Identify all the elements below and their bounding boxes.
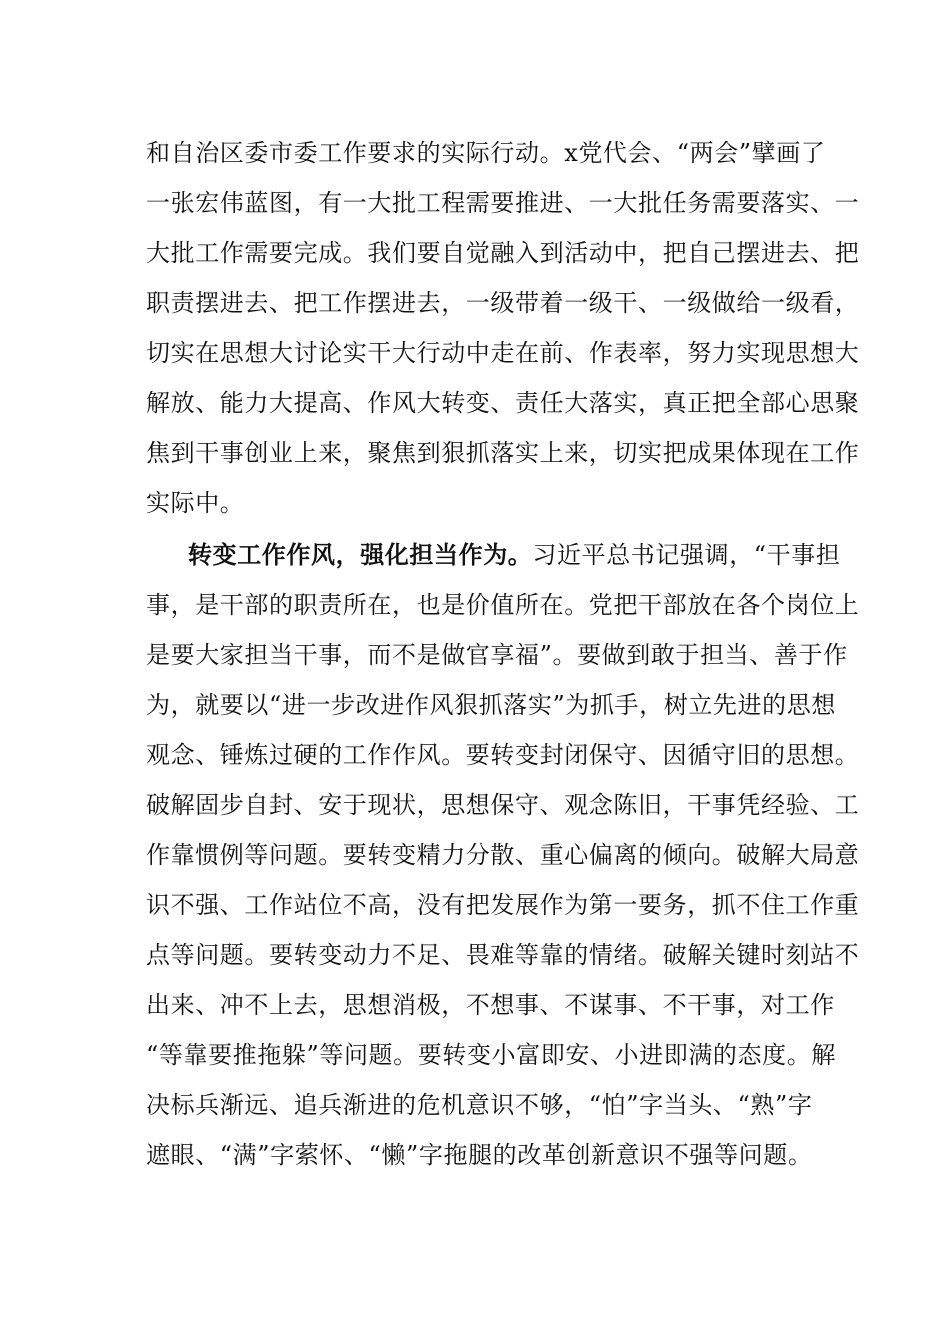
text-line: 识不强、工作站位不高，没有把发展作为第一要务，抓不住工作重 [146, 891, 860, 919]
first-line-text: 习近平总书记强调，“干事担 [532, 541, 841, 569]
text-line: 事，是干部的职责所在，也是价值所在。党把干部放在各个岗位上 [146, 591, 860, 619]
first-line [146, 530, 841, 580]
text-line: 解放、能力大提高、作风大转变、责任大落实，真正把全部心思聚 [146, 389, 860, 417]
text-line: 点等问题。要转变动力不足、畏难等靠的情绪。破解关键时刻站不 [146, 941, 860, 969]
text-line: 为，就要以“进一步改进作风狠抓落实”为抓手，树立先进的思想 [146, 691, 836, 719]
text-line: 是要大家担当干事，而不是做官享福”。要做到敢于担当、善于作 [146, 641, 848, 669]
text-line: 切实在思想大讨论实干大行动中走在前、作表率，努力实现思想大 [146, 339, 860, 367]
text-line: 破解固步自封、安于现状，思想保守、观念陈旧，干事凭经验、工 [146, 791, 860, 819]
text-line: 职责摆进去、把工作摆进去，一级带着一级干、一级做给一级看， [146, 289, 860, 317]
text-line: 实际中。 [146, 489, 245, 517]
text-line: 大批工作需要完成。我们要自觉融入到活动中，把自己摆进去、把 [146, 239, 860, 267]
paragraph-lead-heading: 转变工作作风，强化担当作为。 [188, 540, 533, 569]
text-line: 决标兵渐远、追兵渐进的危机意识不够，“怕”字当头、“熟”字 [146, 1091, 813, 1119]
text-line: 出来、冲不上去，思想消极，不想事、不谋事、不干事，对工作 [146, 991, 835, 1019]
paragraph-1 [146, 128, 860, 528]
text-line: “等靠要推拖躲”等问题。要转变小富即安、小进即满的态度。解 [146, 1041, 836, 1069]
text-line: 遮眼、“满”字萦怀、“懒”字拖腿的改革创新意识不强等问题。 [146, 1141, 813, 1169]
text-line: 焦到干事创业上来，聚焦到狠抓落实上来，切实把成果体现在工作 [146, 439, 860, 467]
text-line: 作靠惯例等问题。要转变精力分散、重心偏离的倾向。破解大局意 [146, 841, 860, 869]
text-line: 和自治区委市委工作要求的实际行动。x党代会、“两会”擘画了 [146, 139, 826, 167]
text-line: 观念、锤炼过硬的工作作风。要转变封闭保守、因循守旧的思想。 [146, 741, 860, 769]
text-line: 一张宏伟蓝图，有一大批工程需要推进、一大批任务需要落实、一 [146, 189, 860, 217]
paragraph-2 [146, 530, 860, 1180]
